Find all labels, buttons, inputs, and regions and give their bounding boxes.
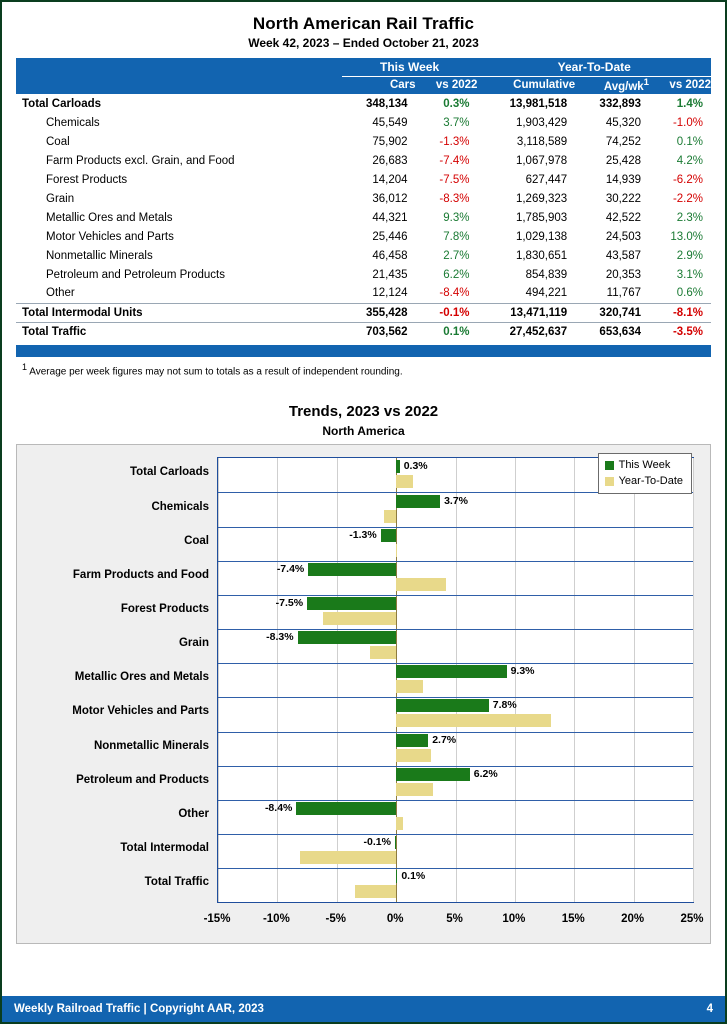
chart-x-tick-label: 10% [502, 913, 526, 926]
chart-bar-ytd [396, 783, 433, 796]
table-column-header-row [16, 76, 711, 94]
page-number: 4 [706, 1003, 713, 1015]
chart-bar-value-label: 9.3% [510, 665, 535, 678]
chart-bar-value-label: 6.2% [473, 767, 498, 780]
row-label: Total Traffic [16, 322, 342, 341]
row-cumulative: 13,981,518 [509, 97, 568, 110]
chart-bar-value-label: -0.1% [363, 836, 391, 849]
chart-bar-value-label: 2.7% [432, 733, 457, 746]
row-vs2022-week: 0.3% [443, 97, 470, 110]
table-group-header-row [16, 58, 711, 76]
blank-header-cell [16, 58, 342, 76]
chart-x-tick-label: 20% [621, 913, 645, 926]
table-row [16, 94, 711, 113]
row-vs2022-ytd: 13.0% [670, 230, 703, 243]
row-cars: 25,446 [372, 230, 408, 243]
table-row [16, 208, 711, 227]
chart-x-tick-label: -5% [325, 913, 346, 926]
legend-label-this-week: This Week [618, 459, 671, 472]
chart-row-separator [218, 766, 693, 767]
chart-category-label: Total Traffic [144, 876, 209, 889]
row-cars: 36,012 [372, 192, 408, 205]
row-vs2022-week: -7.4% [439, 154, 470, 167]
row-cumulative: 1,785,903 [515, 211, 568, 224]
chart-x-tick-label: -10% [262, 913, 290, 926]
row-vs2022-week: 0.1% [416, 322, 478, 341]
chart-gridline [693, 458, 694, 902]
chart-bar-this-week [396, 699, 489, 712]
row-vs2022-ytd: -8.1% [649, 303, 711, 322]
row-label: Coal [46, 135, 70, 148]
chart-bar-ytd [300, 851, 396, 864]
chart-category-label: Metallic Ores and Metals [74, 671, 209, 684]
row-vs2022-week: 2.7% [443, 249, 470, 262]
page-footer [2, 996, 725, 1022]
chart-bar-value-label: -1.3% [349, 528, 377, 541]
chart-bar-ytd [355, 885, 397, 898]
row-vs2022-ytd: 4.2% [676, 154, 703, 167]
row-cars: 26,683 [372, 154, 408, 167]
footer-text: Weekly Railroad Traffic | Copyright AAR, 2023 [14, 1003, 264, 1015]
chart-row-separator [218, 561, 693, 562]
table-row [16, 284, 711, 303]
chart-category-label: Farm Products and Food [72, 568, 209, 581]
row-label: Motor Vehicles and Parts [46, 230, 174, 243]
chart-row-separator [218, 732, 693, 733]
chart-bar-value-label: 3.7% [444, 494, 468, 507]
table-row [16, 151, 711, 170]
row-cumulative: 1,903,429 [515, 116, 568, 129]
chart-bar-this-week [396, 870, 397, 883]
chart-bar-ytd [396, 475, 413, 488]
chart-bar-ytd [396, 817, 403, 830]
blank-header-cell-2 [16, 76, 342, 94]
chart-bar-this-week [396, 734, 428, 747]
row-label: Chemicals [46, 116, 100, 129]
chart-row-separator [218, 663, 693, 664]
chart-x-tick-label: 5% [446, 913, 463, 926]
chart-bar-this-week [396, 460, 400, 473]
table-row [16, 189, 711, 208]
row-cumulative: 627,447 [525, 173, 568, 186]
page-subtitle: Week 42, 2023 – Ended October 21, 2023 [248, 36, 479, 50]
row-vs2022-week: 9.3% [443, 211, 470, 224]
row-label: Farm Products excl. Grain, and Food [46, 154, 235, 167]
col-header-cars: Cars [342, 76, 416, 94]
row-avg-per-week: 653,634 [575, 322, 649, 341]
chart-bar-ytd [370, 646, 396, 659]
chart-category-label: Total Intermodal [120, 842, 209, 855]
row-cars: 348,134 [365, 97, 408, 110]
row-vs2022-ytd: -2.2% [672, 192, 703, 205]
legend-swatch-ytd [605, 477, 614, 486]
chart-row-separator [218, 868, 693, 869]
chart-bar-this-week [296, 802, 396, 815]
row-label: Total Carloads [22, 97, 102, 110]
row-vs2022-ytd: -6.2% [672, 173, 703, 186]
chart-bar-ytd [384, 510, 396, 523]
row-vs2022-ytd: -3.5% [649, 322, 711, 341]
row-label: Nonmetallic Minerals [46, 249, 153, 262]
chart-category-label: Chemicals [151, 500, 209, 513]
chart-category-label: Nonmetallic Minerals [93, 739, 209, 752]
chart-title: Trends, 2023 vs 2022 [288, 403, 439, 421]
chart-bar-this-week [395, 836, 396, 849]
chart-bar-this-week [307, 597, 396, 610]
chart-bar-this-week [381, 529, 396, 542]
chart-plot-area [217, 457, 694, 903]
row-label: Grain [46, 192, 75, 205]
chart-gridline [456, 458, 457, 902]
row-avg-per-week: 74,252 [605, 135, 641, 148]
rail-traffic-table [16, 58, 711, 341]
row-cars: 44,321 [372, 211, 408, 224]
row-vs2022-week: -1.3% [439, 135, 470, 148]
chart-x-tick-label: -15% [203, 913, 231, 926]
row-vs2022-ytd: 1.4% [676, 97, 703, 110]
row-cars: 46,458 [372, 249, 408, 262]
row-avg-per-week: 20,353 [605, 268, 641, 281]
chart-bar-ytd [323, 612, 397, 625]
page-title: North American Rail Traffic [252, 14, 475, 33]
row-avg-per-week: 24,503 [605, 230, 641, 243]
footnote-marker: 1 [22, 362, 28, 372]
row-cars: 703,562 [342, 322, 416, 341]
footnote-text: Average per week figures may not sum to totals as a result of independent rounding. [29, 366, 403, 378]
row-cars: 14,204 [372, 173, 408, 186]
chart-category-label: Motor Vehicles and Parts [72, 705, 209, 718]
row-label: Metallic Ores and Metals [46, 211, 173, 224]
chart-category-label: Grain [178, 637, 209, 650]
row-vs2022-week: -0.1% [416, 303, 478, 322]
legend-item-this-week [605, 458, 683, 473]
legend-label-ytd: Year-To-Date [618, 474, 683, 487]
footnote-marker-header: 1 [643, 77, 649, 89]
table-row [16, 265, 711, 284]
row-vs2022-week: -7.5% [439, 173, 470, 186]
chart-x-tick-label: 0% [386, 913, 404, 926]
chart-legend [598, 453, 692, 494]
table-row [16, 322, 711, 341]
chart-gridline [277, 458, 278, 902]
table-footnote [22, 362, 711, 377]
chart-category-label: Total Carloads [129, 466, 209, 479]
chart-bar-ytd [396, 749, 430, 762]
row-cars: 45,549 [372, 116, 408, 129]
row-label: Forest Products [46, 173, 128, 186]
row-vs2022-week: 3.7% [443, 116, 470, 129]
chart-bar-this-week [298, 631, 397, 644]
chart-bar-this-week [396, 495, 440, 508]
chart-bar-this-week [396, 665, 506, 678]
chart-row-separator [218, 595, 693, 596]
chart-row-separator [218, 800, 693, 801]
row-vs2022-ytd: 2.3% [676, 211, 703, 224]
table-row [16, 303, 711, 322]
chart-gridline [218, 458, 219, 902]
row-label: Petroleum and Petroleum Products [46, 268, 225, 281]
legend-item-ytd [605, 474, 683, 489]
chart-bar-ytd [396, 578, 446, 591]
chart-bar-this-week [308, 563, 396, 576]
table-row [16, 246, 711, 265]
table-bottom-rule [16, 345, 711, 357]
col-header-vs2022-ytd: vs 2022 [649, 76, 711, 94]
row-cumulative: 3,118,589 [516, 135, 568, 148]
table-body [16, 94, 711, 341]
chart-row-separator [218, 629, 693, 630]
row-label: Total Intermodal Units [16, 303, 342, 322]
row-vs2022-ytd: 2.9% [676, 249, 703, 262]
row-vs2022-ytd: -1.0% [672, 116, 703, 129]
chart-bar-ytd [396, 544, 397, 557]
chart-bar-value-label: -7.4% [276, 562, 305, 575]
row-vs2022-week: 7.8% [443, 230, 470, 243]
row-vs2022-week: -8.3% [439, 192, 470, 205]
row-cars: 12,124 [372, 287, 408, 300]
row-avg-per-week: 42,522 [605, 211, 641, 224]
row-cumulative: 13,471,119 [477, 303, 575, 322]
col-header-avg-per-week [575, 76, 649, 94]
row-avg-per-week: 11,767 [606, 287, 641, 300]
table-row [16, 170, 711, 189]
row-vs2022-week: 6.2% [443, 268, 470, 281]
trends-chart [16, 444, 711, 944]
col-header-cumulative: Cumulative [477, 76, 575, 94]
chart-subtitle: North America [322, 424, 405, 439]
col-header-vs2022-week: vs 2022 [416, 76, 478, 94]
group-header-ytd: Year-To-Date [477, 58, 711, 76]
chart-row-separator [218, 527, 693, 528]
chart-bar-value-label: -8.3% [266, 631, 294, 644]
chart-bar-value-label: -7.5% [275, 597, 304, 610]
row-cars: 75,902 [372, 135, 408, 148]
row-avg-per-week: 25,428 [605, 154, 641, 167]
table-row [16, 227, 711, 246]
row-avg-per-week: 332,893 [599, 97, 641, 110]
chart-bar-ytd [396, 680, 423, 693]
row-avg-per-week: 30,222 [605, 192, 641, 205]
row-vs2022-ytd: 0.1% [676, 135, 703, 148]
row-cumulative: 494,221 [525, 287, 568, 300]
col-header-avg-per-week-text: Avg/wk [603, 81, 644, 94]
row-cumulative: 1,269,323 [515, 192, 568, 205]
row-cumulative: 1,029,138 [515, 230, 568, 243]
table-row [16, 132, 711, 151]
row-avg-per-week: 43,587 [605, 249, 641, 262]
chart-bar-this-week [396, 768, 470, 781]
chart-category-label: Petroleum and Products [76, 773, 209, 786]
row-cumulative: 1,067,978 [515, 154, 568, 167]
chart-category-label: Forest Products [120, 603, 209, 616]
row-cumulative: 27,452,637 [477, 322, 575, 341]
row-label: Other [46, 287, 75, 300]
row-vs2022-ytd: 0.6% [676, 287, 703, 300]
row-avg-per-week: 14,939 [605, 173, 641, 186]
row-avg-per-week: 45,320 [605, 116, 641, 129]
chart-x-tick-label: 25% [680, 913, 704, 926]
chart-bar-value-label: 0.1% [401, 870, 426, 883]
row-cumulative: 854,839 [525, 268, 568, 281]
chart-gridline [574, 458, 575, 902]
row-cars: 21,435 [372, 268, 408, 281]
table-row [16, 113, 711, 132]
chart-bar-value-label: -8.4% [264, 801, 293, 814]
row-cumulative: 1,830,651 [515, 249, 568, 262]
chart-bar-value-label: 7.8% [492, 699, 517, 712]
chart-bar-ytd [396, 714, 550, 727]
legend-swatch-this-week [605, 461, 614, 470]
chart-category-label: Coal [184, 534, 209, 547]
chart-gridline [634, 458, 635, 902]
chart-gridline [515, 458, 516, 902]
chart-bar-value-label: 0.3% [403, 460, 428, 473]
group-header-this-week: This Week [342, 58, 478, 76]
chart-row-separator [218, 697, 693, 698]
row-vs2022-ytd: 3.1% [676, 268, 703, 281]
chart-x-tick-label: 15% [561, 913, 585, 926]
row-cars: 355,428 [342, 303, 416, 322]
chart-row-separator [218, 834, 693, 835]
row-vs2022-week: -8.4% [439, 287, 470, 300]
row-avg-per-week: 320,741 [575, 303, 649, 322]
chart-category-label: Other [178, 807, 209, 820]
chart-gridline [337, 458, 338, 902]
